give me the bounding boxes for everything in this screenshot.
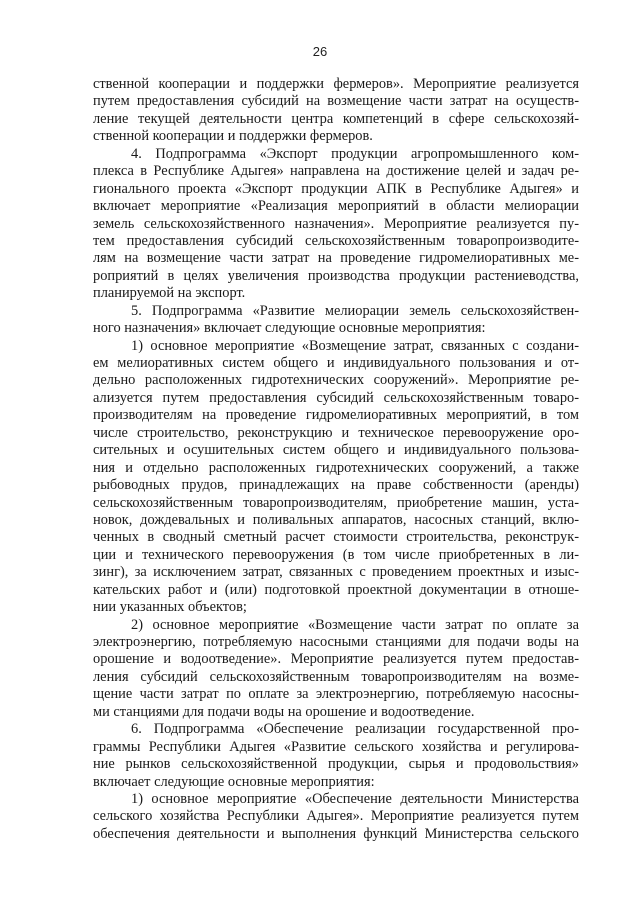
- text-line: тем предоставления субсидий сельскохозяйственным товаропроизводите-: [93, 232, 579, 249]
- text-line: сительных и осушительных систем общего и индивидуального пользова-: [93, 442, 579, 459]
- text-line: рыбоводных прудов, принадлежащих на праве собственности (аренды): [93, 477, 579, 494]
- body-text: [93, 76, 579, 843]
- text-line: 2) основное мероприятие «Возмещение части затрат по оплате за: [131, 616, 579, 633]
- text-line: включает мероприятие «Реализация мероприятий в области мелиорации: [93, 198, 579, 215]
- text-line: 1) основное мероприятие «Обеспечение деятельности Министерства: [131, 790, 579, 807]
- text-line: обеспечения деятельности и выполнения функций Министерства сельского: [93, 825, 579, 842]
- text-line: 1) основное мероприятие «Возмещение затрат, связанных с создани-: [131, 337, 579, 354]
- text-line: новок, дождевальных и поливальных аппаратов, насосных станций, вклю-: [93, 511, 579, 528]
- text-line: ализуется путем предоставления субсидий сельскохозяйственным товаро-: [93, 389, 579, 406]
- text-line: 4. Подпрограмма «Экспорт продукции агропромышленного ком-: [131, 145, 579, 162]
- text-line: сельскохозяйственным товаропроизводителям, приобретение машин, уста-: [93, 494, 579, 511]
- text-line: электроэнергию, потребляемую насосными станциями для подачи воды на: [93, 634, 579, 650]
- text-line: ние рынков сельскохозяйственной продукции, сырья и продовольствия»: [93, 756, 579, 773]
- page-number: 26: [312, 44, 328, 59]
- text-line: сельского хозяйства Республики Адыгея». Мероприятие реализуется путем: [93, 808, 579, 825]
- text-line: ного назначения» включает следующие основные мероприятия:: [93, 320, 486, 337]
- text-line: ственной кооперации и поддержки фермеров». Мероприятие реализуется: [93, 76, 579, 92]
- text-line: производителям на проведение гидромелиоративных мероприятий, в том: [93, 407, 579, 424]
- text-line: ченных в сводный сметный расчет стоимости строительства, реконструк-: [93, 529, 579, 546]
- text-line: путем предоставления субсидий на возмещение части затрат на осуществ-: [93, 93, 579, 110]
- text-line: земель сельскохозяйственного назначения». Мероприятие реализуется пу-: [93, 215, 579, 232]
- text-line: нии указанных объектов;: [93, 599, 247, 616]
- text-line: планируемой на экспорт.: [93, 285, 246, 302]
- text-line: ления субсидий сельскохозяйственным товаропроизводителям на возме-: [93, 668, 579, 685]
- text-line: ственной кооперации и поддержки фермеров.: [93, 128, 373, 145]
- text-line: ми станциями для подачи воды на орошение и водоотведение.: [93, 703, 475, 720]
- text-line: включает следующие основные мероприятия:: [93, 773, 375, 790]
- text-line: дельно расположенных гидротехнических сооружений». Мероприятие ре-: [93, 372, 579, 389]
- text-line: плекса в Республике Адыгея» направлена на достижение целей и задач ре-: [93, 163, 579, 180]
- text-line: 6. Подпрограмма «Обеспечение реализации государственной про-: [131, 721, 579, 738]
- text-line: ции и технического перевооружения (в том числе приобретенных в ли-: [93, 546, 579, 563]
- text-line: ем мелиоративных систем общего и индивидуального пользования и от-: [93, 355, 579, 371]
- text-line: 5. Подпрограмма «Развитие мелиорации земель сельскохозяйствен-: [131, 302, 579, 319]
- text-line: кательских работ и (или) подготовкой проектной документации в отноше-: [93, 581, 579, 598]
- text-line: числе строительство, реконструкцию и техническое перевооружение оро-: [93, 424, 579, 441]
- text-line: лям на возмещение части затрат на проведение гидромелиоративных ме-: [93, 250, 579, 267]
- text-line: роприятий в целях увеличения производства продукции растениеводства,: [93, 267, 579, 284]
- text-line: гионального проекта «Экспорт продукции АПК в Республике Адыгея» и: [93, 180, 579, 197]
- text-line: граммы Республики Адыгея «Развитие сельского хозяйства и регулирова-: [93, 738, 579, 755]
- text-line: орошение и водоотведение». Мероприятие реализуется путем предостав-: [93, 651, 579, 668]
- text-line: ление текущей деятельности центра компетенций в сфере сельскохозяй-: [93, 110, 579, 127]
- text-line: ния и отдельно расположенных гидротехнических сооружений, а также: [93, 459, 579, 476]
- text-line: щение части затрат по оплате за электроэнергию, потребляемую насосны-: [93, 686, 579, 703]
- text-line: зинг), за исключением затрат, связанных с проведением проектных и изыс-: [93, 564, 579, 581]
